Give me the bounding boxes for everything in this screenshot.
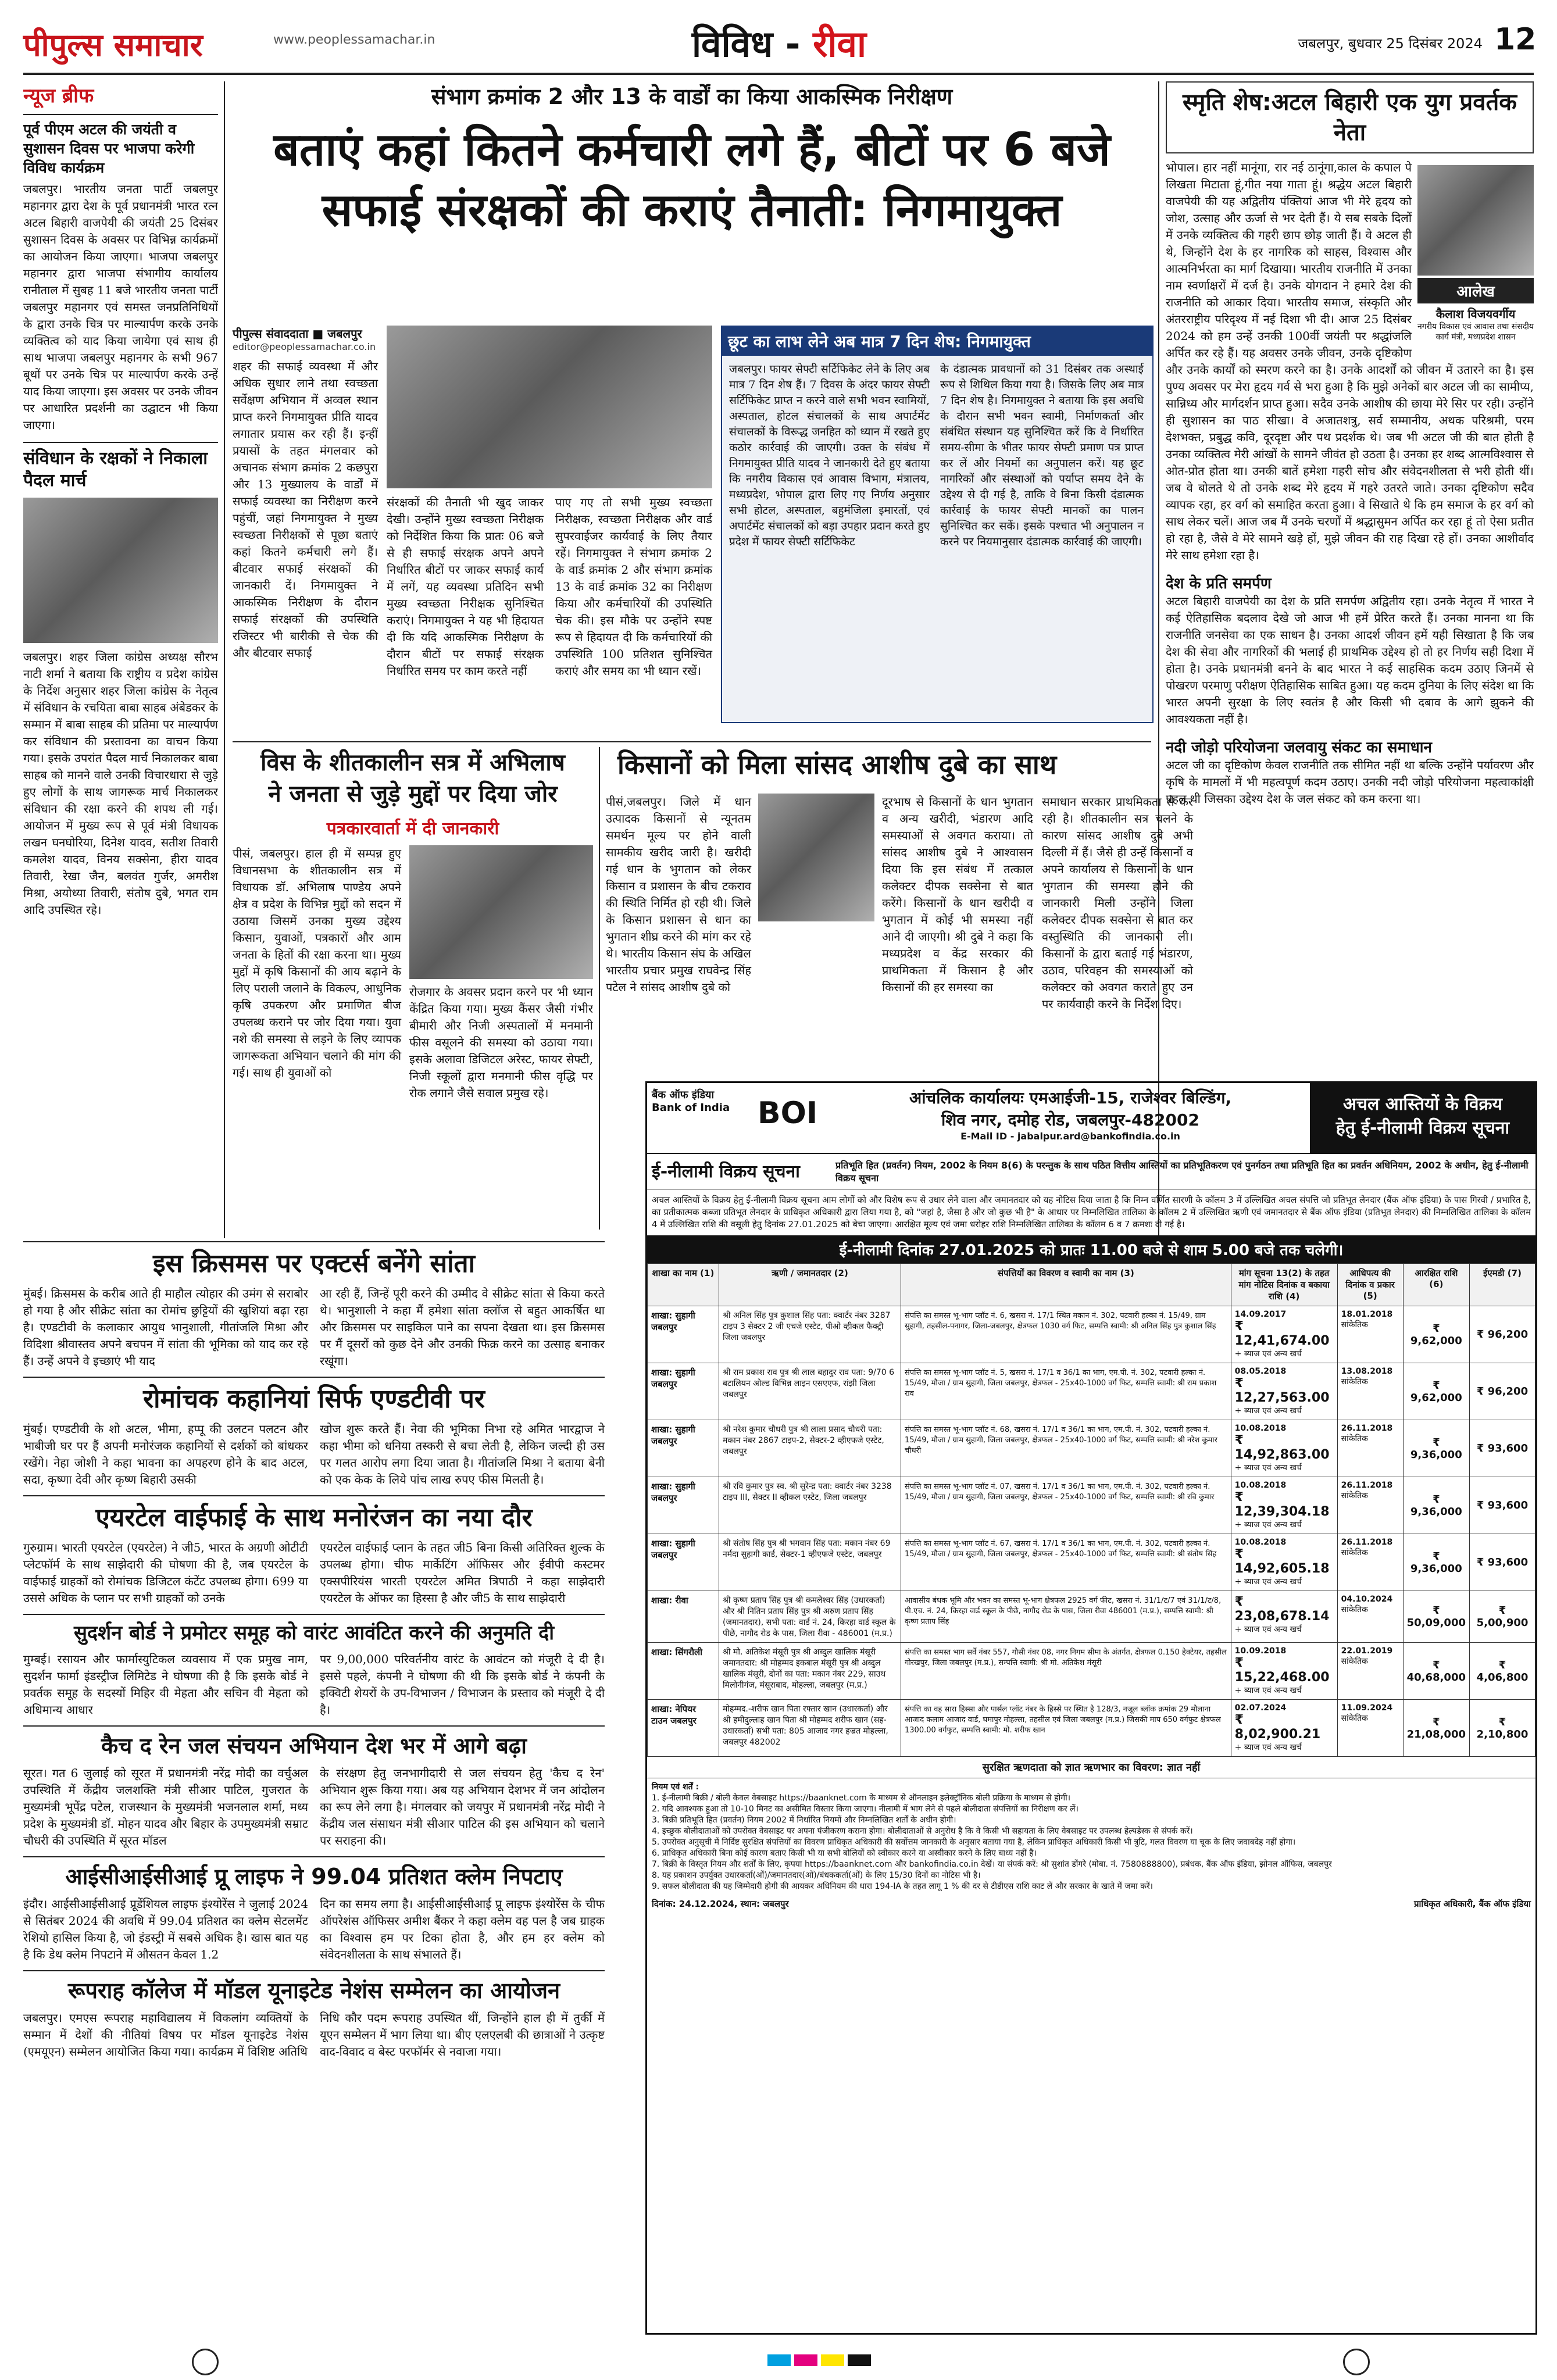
aalekh-label: आलेख <box>1417 278 1534 303</box>
possession-date: 26.11.2018 <box>1341 1538 1393 1547</box>
demand-cell <box>1231 1643 1337 1700</box>
borrower-cell: श्री अनिल सिंह पुत्र कुशाल सिंह पता: क्वार्टर नंबर 3287 टाइप 3 सेक्टर 2 जी एचजे एस्टेट, पीओ व्हीकल फैक्ट्री जिला जबलपुर <box>719 1306 901 1363</box>
icici-text: दिन का समय लगा है। आईसीआईसीआई प्रू लाइफ इंश्योरेंस के चीफ ऑपरेशंस ऑफिसर अमीश बैंकर ने कहा क्लेम वह पल है जब ग्राहक का विश्वास हम पर टिका होता है, और हम हर क्लेम को संवेदनशीलता के साथ संभालते हैं। <box>320 1897 605 1961</box>
interest-note: + ब्याज एवं अन्य खर्च <box>1234 1406 1302 1416</box>
demand-date: 14.09.2017 <box>1234 1310 1287 1319</box>
possession-type: सांकेतिक <box>1341 1320 1368 1330</box>
notice-rule: प्रतिभूति हित (प्रवर्तन) नियम, 2002 के नियम 8(6) के परन्तुक के साथ पठित वित्तीय आस्तियों का प्रतिभूतिकरण एवं पुनर्गठन तथा प्रतिभूति हित का प्रवर्तन अधिनियम, 2002 के अधीन, हेतु ई-नीलामी विक्रय सूचना <box>835 1160 1529 1184</box>
demand-date: 10.08.2018 <box>1234 1481 1287 1490</box>
masthead <box>23 17 1537 70</box>
boi-logo: BOI <box>758 1096 818 1131</box>
airtel-headline: एयरटेल वाईफाई के साथ मनोरंजन का नया दौर <box>95 1503 533 1532</box>
fire-box-title: छूट का लाभ लेने अब मात्र 7 दिन शेष: निगमायुक्त <box>722 327 1152 356</box>
demand-cell <box>1231 1591 1337 1643</box>
christmas-text: मुंबई। क्रिसमस के करीब आते ही माहौल त्योहार की उमंग से सराबोर हो गया है और सीक्रेट सांता का रोमांच छुट्टियों की खुशियां बढ़ा रहा है। एण्डटीवी के कलाकार आयुध भानुशाली, गीतांजलि मिश्रा और विदिशा श्रीवास्तव अपने बचपन में सांता की भूमिका को याद कर रहे हैं। उन्हें अपने वे इच्छाएं भी याद <box>23 1287 308 1368</box>
row-divider <box>233 741 1151 742</box>
winter-headline-2: ने जनता से जुड़े मुद्दों पर दिया जोर <box>268 781 558 807</box>
auction-notice-label: ई-नीलामी विक्रय सूचना <box>652 1162 800 1182</box>
sale-title-1: अचल आस्तियों के विक्रय <box>1343 1094 1502 1114</box>
winter-text: रोजगार के अवसर प्रदान करने पर भी ध्यान केंद्रित किया गया। मुख्य कैंसर जैसी गंभीर बीमारी और निजी अस्पतालों में मनमानी फीस वसूलने की समस्या को उठाया गया। इसके अलावा डिजिटल अरेस्ट, फायर सेफ्टी, निजी स्कूलों द्वारा मनमानी फीस वृद्धि पर रोक लगाने जैसे सवाल प्रमुख रहे। <box>409 985 593 1100</box>
demand-amount: ₹ 14,92,605.18 <box>1234 1547 1330 1576</box>
inspection-photo <box>387 326 712 488</box>
col-header: ईएमडी (7) <box>1470 1264 1535 1306</box>
interest-note: + ब्याज एवं अन्य खर्च <box>1234 1520 1302 1530</box>
possession-type: सांकेतिक <box>1341 1714 1368 1723</box>
lead-headline-2: सफाई संरक्षकों की कराएं तैनाती: निगमायुक्त <box>322 184 1062 237</box>
atal-subhead: देश के प्रति समर्पण <box>1166 575 1272 592</box>
branch-cell: शाखा: सुहागी जबलपुर <box>648 1420 719 1477</box>
demand-cell <box>1231 1420 1337 1477</box>
term-item: 8. यह प्रकाशन उपर्युक्त उधारकर्ता(ओं)/जमानतदार(ओं)/बंधककर्ता(ओं) के लिए 15/30 दिनों का नोटिस भी है। <box>652 1871 981 1880</box>
brief-item <box>23 114 218 434</box>
reserve-cell: ₹ 9,36,000 <box>1403 1420 1469 1477</box>
author-block <box>1417 165 1534 342</box>
lead-email[interactable]: editor@peoplessamachar.co.in <box>233 341 376 352</box>
boi-logo-block <box>647 1083 831 1153</box>
col-header: आरक्षित राशि (6) <box>1403 1264 1469 1306</box>
possession-type: सांकेतिक <box>1341 1491 1368 1500</box>
auction-row <box>648 1363 1535 1420</box>
demand-amount: ₹ 14,92,863.00 <box>1234 1433 1330 1462</box>
atal-subhead: नदी जोड़ो परियोजना जलवायु संकट का समाधान <box>1166 739 1432 756</box>
brief-headline: पूर्व पीएम अटल की जयंती व सुशासन दिवस पर भाजपा करेगी विविध कार्यक्रम <box>23 121 195 176</box>
borrower-cell: श्री रवि कुमार पुत्र स्व. श्री सुरेन्द्र पता: क्वार्टर नंबर 3238 टाइप III, सेक्टर II व्हीकल एस्टेट, जिला जबलपुर <box>719 1477 901 1534</box>
mp-photo <box>758 794 874 921</box>
demand-date: 10.08.2018 <box>1234 1538 1287 1547</box>
lead-text: पाए गए तो सभी मुख्य स्वच्छता निरीक्षक, स्वच्छता निरीक्षक और वार्ड सुपरवाईजर कार्यवाई के लिए तैयार रहें। निगमायुक्त ने संभाग क्रमांक 2 के वार्ड क्रमांक 2 और संभाग क्रमांक 13 के वार्ड क्रमांक 32 का निरीक्षण किया और कर्मचारियों की उपस्थिति चेक की। इस मौके पर उन्होंने स्पष्ट रूप से हिदायत दी कि कर्मचारियों की उपस्थिति 100 प्रतिशत सुनिश्चित कराएं और समय का भी ध्यान रखें। <box>555 495 712 678</box>
possession-cell <box>1337 1591 1403 1643</box>
website-link[interactable]: www.peoplessamachar.in <box>273 33 435 47</box>
reserve-cell: ₹ 21,08,000 <box>1403 1700 1469 1757</box>
office-line-1: आंचलिक कार्यालयः एमआईजी-15, राजेश्वर बिल्डिंग, <box>909 1088 1232 1107</box>
reserve-cell: ₹ 9,36,000 <box>1403 1534 1469 1591</box>
borrower-cell: श्री कृष्ण प्रताप सिंह पुत्र श्री कमलेश्वर सिंह (उधारकर्ता) और श्री नितिन प्रताप सिंह पुत्र श्री अरुण प्रताप सिंह (जमानतदार), सभी पता: वार्ड नं. 24, किरहा वार्ड स्कूल के पीछे, नागौद रोड के पास, जिला रीवा - 486001 (म.प्र.) <box>719 1591 901 1643</box>
term-item: 3. बिक्री प्रतिभूति हित (प्रवर्तन) नियम 2002 में निर्धारित नियमों और निम्नलिखित शर्तों के अधीन होगी। <box>652 1816 956 1825</box>
auction-row <box>648 1534 1535 1591</box>
possession-cell <box>1337 1363 1403 1420</box>
possession-date: 22.01.2019 <box>1341 1646 1393 1656</box>
property-cell: संपत्ति का समस्त भू-भाग प्लॉट नं. 6, खसरा नं. 17/1 स्थित मकान नं. 302, पटवारी हल्का नं. 15/49, ग्राम सुहागी, तहसील-पनागर, जिला-जबलपुर, क्षेत्रफल 1030 वर्ग फिट, सम्पत्ति स्वामी: श्री अनिल सिंह पुत्र कुशाल सिंह <box>901 1306 1231 1363</box>
emd-cell: ₹ 93,600 <box>1470 1420 1535 1477</box>
atal-intro: भोपाल। हार नहीं मानूंगा, रार नई ठानूंगा,काल के कपाल पे लिखता मिटाता हूं,गीत नया गाता हूं। श्रद्धेय अटल बिहारी वाजपेयी की यह अद्वितीय पंक्तियां आज भी मेरे हृदय को जोश, उत्साह और ऊर्जा से भर देती हैं। ये सब सबके दिलों में उनके व्यक्तित्व की गहरी छाप छोड़ जाती हैं। वे अटल ही थे, जिन्होंने देश के हर नागरिक को साहस, विश्वास और आत्मनिर्भरता का मार्ग दिखाया। भारतीय राजनीति में उनका नाम स्वर्णाक्षरों में दर्ज है। उनके योगदान ने हमारे देश की राजनीति को आकार दिया। भारतीय समाज, संस्कृति और अंतरराष्ट्रीय परिदृश्य में नई दिशा भी दी। आज 25 दिसंबर 2024 को हम उन्हें उनकी 100वीं जयंती पर श्रद्धांजलि अर्पित कर रहे हैं। यह अवसर उनके जीवन, उनके दृष्टिकोण और उनके कार्यों को स्मरण करने का है। उनके आदर्शों को जीवन में उतारने का है। इस पुण्य अवसर पर मेरा हृदय गर्व से भरा हुआ है कि मुझे अनेकों बार अटल जी का सामीप्य, सान्निध्य और मार्गदर्शन प्राप्त हुआ। सदैव उनके आशीष की छाया मेरे सिर पर रही। उन्होंने ही सुशासन का पाठ सीखा। वे अजातशत्रु, सर्व सम्मानीय, अथक परिश्रमी, परम देशभक्त, प्रबुद्ध कवि, दूरदृष्टा और पथ प्रदर्शक थे। जब भी अटल जी की बात होती है उनका व्यक्तित्व मेरी आंखों के सामने जीवंत हो उठता है। उनका हर शब्द आत्मविश्वास से ओत-प्रोत होता था। उनकी बातें हमेशा गहरी सोच और संवेदनशीलता से भरी होती थीं। जब वे बोलते थे तो उनके शब्द मेरे हृदय में गहरे उतरते जाते। उनका दृष्टिकोण सदैव व्यापक रहा, हर वर्ग को समाहित करता हुआ। वे सिखाते थे कि हम समाज के हर वर्ग को साथ लेकर चलें। आज जब मैं उनके चरणों में श्रद्धासुमन अर्पित कर रहा हूं तो ऐसा प्रतीत हो रहा है, जैसे वे मेरे सामने खड़े हों, मुझे जीवन की राह दिखा रहे हों। उनका आशीर्वाद मेरे साथ हमेशा रहा है। <box>1166 160 1534 562</box>
column-divider <box>224 81 225 1238</box>
borrower-cell: श्री राम प्रकाश राव पुत्र श्री लाल बहादुर राव पता: 9/70 6 बटालियन ओल्ड विभिन्न लाइन एसएएफ, रांझी जिला जबलपुर <box>719 1363 901 1420</box>
reserve-cell: ₹ 50,09,000 <box>1403 1591 1469 1643</box>
possession-type: सांकेतिक <box>1341 1548 1368 1557</box>
airtel-text: गुरुग्राम। भारती एयरटेल (एयरटेल) ने जी5, भारत के अग्रणी ओटीटी प्लेटफॉर्म के साथ साझेदारी की घोषणा की है, जब एयरटेल के वाईफाई ग्राहकों को रोमांचक डिजिटल कंटेंट उपलब्ध होगा। 699 या उससे अधिक के प्लान पर सभी ग्राहकों को उनके <box>23 1541 308 1605</box>
catch-rain-text: के संरक्षण हेतु जनभागीदारी से जल संचयन हेतु 'कैच द रेन' अभियान शुरू किया गया। अब यह अभियान देशभर में जन आंदोलन का रूप लेने लगा है। मंगलवार को जयपुर में प्रधानमंत्री नरेंद्र मोदी ने केंद्रीय जल संसाधन मंत्री सीआर पाटिल की इस अभियान को चलाने पर सराहना की। <box>320 1766 605 1847</box>
christmas-headline: इस क्रिसमस पर एक्टर्स बनेंगे सांता <box>152 1249 476 1278</box>
registration-mark-icon <box>192 2349 219 2375</box>
registration-mark-icon <box>1343 2349 1370 2375</box>
auction-header-row <box>648 1264 1535 1306</box>
lead-text: शहर की सफाई व्यवस्था में और अधिक सुधार लाने तथा स्वच्छता सर्वेक्षण अभियान में अव्वल स्थान प्राप्त करने निगमायुक्त प्रीति यादव लगातार प्रयास कर रही हैं। इन्हीं प्रयासों के तहत मंगलवार को अचानक संभाग क्रमांक 2 कछपुरा और 13 मुख्यालय के वार्डों में सफाई व्यवस्था का निरीक्षण करने पहुंचीं, जहां निगमायुक्त ने मुख्य स्वच्छता निरीक्षकों से पूछा बताएं कहां कितने कर्मचारी लगे हैं। बीटवार सफाई संरक्षकों की जानकारी दें। निगमायुक्त ने आकस्मिक निरीक्षण के दौरान सफाई संरक्षकों की उपस्थिति रजिस्टर भी बारीकी से चेक की और बीटवार सफाई <box>233 359 378 660</box>
airtel-story <box>23 1495 605 1607</box>
airtel-text: एयरटेल वाईफाई प्लान के तहत जी5 बिना किसी अतिरिक्त शुल्क के उपलब्ध होगा। चीफ मार्केटिंग ऑफिसर और ईवीपी कस्टमर एक्सपीरियंस भारती एयरटेल अमित त्रिपाठी ने कहा साझेदारी एयरटेल के ऑफर का हिस्सा है और जी5 के साथ साझेदारी <box>320 1541 605 1605</box>
reserve-cell: ₹ 40,68,000 <box>1403 1643 1469 1700</box>
lead-byline: पीपुल्स संवाददाता ■ जबलपुर <box>233 327 362 341</box>
col-header: मांग सूचना 13(2) के तहत मांग नोटिस दिनांक व बकाया राशि (4) <box>1231 1264 1337 1306</box>
demand-amount: ₹ 23,08,678.14 <box>1234 1595 1330 1624</box>
atal-title: स्मृति शेष:अटल बिहारी एक युग प्रवर्तक नेता <box>1166 81 1534 153</box>
winter-session-story <box>233 747 593 1235</box>
branch-cell: शाखा: सुहागी जबलपुर <box>648 1534 719 1591</box>
demand-date: 02.07.2024 <box>1234 1703 1287 1713</box>
demand-date: 10.08.2018 <box>1234 1424 1287 1433</box>
interest-note: + ब्याज एवं अन्य खर्च <box>1234 1625 1302 1634</box>
branch-cell: शाखा: सुहागी जबलपुर <box>648 1363 719 1420</box>
reserve-cell: ₹ 9,62,000 <box>1403 1306 1469 1363</box>
ruprah-headline: रूपराह कॉलेज में मॉडल यूनाइटेड नेशंस सम्मेलन का आयोजन <box>67 1978 560 2003</box>
fire-safety-box <box>721 326 1154 723</box>
term-item: 7. बिक्री के विस्तृत नियम और शर्तों के लिए, कृपया https://baanknet.com और bankofindia.co.in देखें। या संपर्क करें: श्री सुशांत डोंगरे (मोबा. नं. 7580888800), प्रबंधक, बैंक ऑफ इंडिया, झोनल ऑफिस, जबलपुर <box>652 1860 1332 1869</box>
interest-note: + ब्याज एवं अन्य खर्च <box>1234 1463 1302 1473</box>
demand-amount: ₹ 15,22,468.00 <box>1234 1656 1330 1685</box>
date-place: दिनांक: 24.12.2024, स्थान: जबलपुर <box>652 1899 789 1909</box>
possession-cell <box>1337 1477 1403 1534</box>
property-cell: संपत्ति का वह सारा हिस्सा और पार्सल प्लॉट नंबर के हिस्से पर स्थित है 128/3, नजूल ब्लॉक क्रमांक 29 मौलाना आजाद कलाम आजाद वार्ड, घमापुर मोहल्ला, तहसील एवं जिला जबलपुर (म.प्र.) जिसकी माप 650 वर्गफुट क्षेत्रफल 1300.00 वर्गफुट, सम्पत्ति स्वामी: मो. शरीफ खान <box>901 1700 1231 1757</box>
emd-cell: ₹ 2,10,800 <box>1470 1700 1535 1757</box>
terms-block <box>647 1778 1535 1896</box>
auction-row <box>648 1477 1535 1534</box>
property-cell: संपत्ति का समस्त भू-भाग प्लॉट नं. 07, खसरा नं. 17/1 व 36/1 का भाग, एम.पी. नं. 302, पटवारी हल्का नं. 15/49, मौजा / ग्राम सुहागी, जिला जबलपुर, क्षेत्रफल - 25x40-1000 वर्ग फिट, सम्पत्ति स्वामी: श्री रवि कुमार <box>901 1477 1231 1534</box>
dateline: जबलपुर, बुधवार 25 दिसंबर 2024 <box>1298 35 1483 52</box>
emd-cell: ₹ 93,600 <box>1470 1477 1535 1534</box>
emd-cell: ₹ 96,200 <box>1470 1306 1535 1363</box>
office-email[interactable]: E-Mail ID - jabalpur.ard@bankofindia.co.in <box>960 1131 1180 1142</box>
author-photo <box>1417 165 1534 276</box>
emd-cell: ₹ 5,00,900 <box>1470 1591 1535 1643</box>
auction-row <box>648 1591 1535 1643</box>
bank-name-hi: बैंक ऑफ इंडिया <box>652 1089 715 1101</box>
lead-text: संरक्षकों की तैनाती भी खुद जाकर देखी। उन्होंने मुख्य स्वच्छता निरीक्षक को निर्देशित किया कि प्रातः 06 बजे से ही सफाई संरक्षक अपने अपने निर्धारित बीटों पर जाकर सफाई कार्य में लगें, यह व्यवस्था प्रतिदिन सभी मुख्य स्वच्छता निरीक्षक सुनिश्चित कराएं। निगमायुक्त ने यह भी हिदायत दी कि यदि आकस्मिक निरीक्षण के दौरान बीटों पर सफाई संरक्षक निर्धारित समय पर काम करते नहीं <box>387 495 544 678</box>
sale-title-2: हेतु ई-नीलामी विक्रय सूचना <box>1335 1118 1510 1138</box>
interest-note: + ब्याज एवं अन्य खर्च <box>1234 1686 1302 1695</box>
branch-cell: शाखा: सुहागी जबलपुर <box>648 1306 719 1363</box>
interest-note: + ब्याज एवं अन्य खर्च <box>1234 1577 1302 1586</box>
author-name: कैलाश विजयवर्गीय <box>1435 307 1516 321</box>
possession-type: सांकेतिक <box>1341 1605 1368 1614</box>
color-bar <box>767 2354 871 2366</box>
christmas-story <box>23 1247 605 1370</box>
brief-headline: संविधान के रक्षकों ने निकाला पैदल मार्च <box>23 448 208 491</box>
possession-type: सांकेतिक <box>1341 1377 1368 1386</box>
brief-text: जबलपुर। शहर जिला कांग्रेस अध्यक्ष सौरभ नाटी शर्मा ने बताया कि राष्ट्रीय व प्रदेश कांग्रेस के निर्देश अनुसार शहर जिला कांग्रेस के नेतृत्व में संविधान के रचयिता बाबा साहब अंबेडकर के सम्मान में बाबा साहब की प्रतिमा पर माल्यार्पण कर संविधान की प्रस्तावना का वाचन किया गया। इसके उपरांत पैदल मार्च निकालकर बाबा साहब को मानने वाले उनकी विचारधारा से जुड़े हुए लोगों के साथ जागरूक मार्च निकालकर संविधान की रक्षा करने की शपथ ली गई। आयोजन में मुख्य रूप से पूर्व मंत्री विधायक लखन घनघोरिया, दिनेश यादव, सतीश तिवारी कमलेश यादव, विनय सक्सेना, हीरा यादव तिवारी, रेखा जैन, बलवंत गुर्जर, अमरीश मिश्रा, अयोध्या तिवारी, संतोष दुबे, भगत राम आदि उपस्थित रहे। <box>23 650 218 917</box>
ruprah-text: निधि कौर पदम रूपराह उपस्थित थीं, जिन्होंने हाल ही में तुर्की में यूएन सम्मेलन में भाग लिया था। बीए एलएलबी की छात्राओं ने उत्कृष्ट वाद-विवाद व बेस्ट परफॉर्मर से नवाजा गया। <box>320 2011 605 2059</box>
sale-notice-title <box>1310 1083 1535 1153</box>
col-header: ऋणी / जमानतदार (2) <box>719 1264 901 1306</box>
bank-name-en: Bank of India <box>652 1102 730 1114</box>
boi-auction-ad <box>645 1081 1537 2335</box>
fire-box-text: जबलपुर। फायर सेफ्टी सर्टिफिकेट लेने के लिए अब मात्र 7 दिन शेष हैं। 7 दिवस के अंदर फायर सेफ्टी सर्टिफिकेट प्राप्त न करने वाले सभी भवन स्वामियों, अस्पताल, होटल संचालकों के साथ अपार्टमेंट संचालकों के विरूद्ध जनहित को ध्यान में रखते हुए कठोर कार्रवाई की जाएगी। उक्त के संबंध में निगमायुक्त प्रीति यादव ने जानकारी देते हुए बताया कि नगरीय विकास एवं आवास विभाग, मंत्रालय, मध्यप्रदेश, भोपाल द्वारा लिए गए निर्णय अनुसार सभी होटल, अस्पताल, बहुमंजिला इमारतों, एवं अपार्टमेंट संचालकों को बड़ा उपहार प्रदान करते हुए प्रदेश में फायर सेफ्टी सर्टिफिकेट <box>729 363 930 548</box>
property-cell: संपत्ति का समस्त भू-भाग प्लॉट नं. 67, खसरा नं. 17/1 व 36/1 का भाग, एम.पी. नं. 302, पटवारी हल्का नं. 15/49, मौजा / ग्राम सुहागी, जिला जबलपुर, क्षेत्रफल - 25x40-1000 वर्ग फिट, सम्पत्ति स्वामी: श्री संतोष सिंह <box>901 1534 1231 1591</box>
emd-cell: ₹ 4,06,800 <box>1470 1643 1535 1700</box>
property-cell: संपत्ति का समस्त भाग सर्वे नंबर 557, गौसी नंबर 08, नगर निगम सीमा के अंतर्गत, क्षेत्रफल 0.150 हेक्टेयर, तहसील गोरखपुर, जिला जबलपुर (म.प्र.), सम्पत्ति स्वामी: श्री मो. अतिकेश मंसूरी <box>901 1643 1231 1700</box>
sudarshan-text: मुम्बई। रसायन और फार्मास्युटिकल व्यवसाय में एक प्रमुख नाम, सुदर्शन फार्मा इंडस्ट्रीज लिमिटेड ने घोषणा की है कि इसके बोर्ड ने प्रवर्तक समूह के सदस्यों मिहिर वी मेहता और सचिन वी मेहता को अधिमान्य आधार <box>23 1652 308 1717</box>
catch-rain-story <box>23 1725 605 1849</box>
auction-row <box>648 1643 1535 1700</box>
term-item: 5. उपरोक्त अनुसूची में निर्दिष्ट सुरक्षित संपत्तियों का विवरण प्राधिकृत अधिकारी की सर्वोत्तम जानकारी के अनुसार बताया गया है, लेकिन प्राधिकृत अधिकारी किसी भी त्रुटि, गलत विवरण या चूक के लिए जवाबदेह नहीं होगा। <box>652 1838 1296 1847</box>
office-address <box>831 1083 1310 1153</box>
property-cell: आवासीय बंधक भूमि और भवन का समस्त भू-भाग क्षेत्रफल 2925 वर्ग फीट, खसरा नं. 31/1/ट/7 एवं 31/1/ट/8, पी.एच. नं. 24, किरहा वार्ड स्कूल के पीछे, नागौद रोड के पास, जिला रीवा 486001 (म.प्र.), सम्पत्ति स्वामी: श्री कृष्ण प्रताप सिंह <box>901 1591 1231 1643</box>
borrower-cell: श्री मो. अतिकेश मंसूरी पुत्र श्री अब्दुल खालिक मंसूरी जमानतदार: श्री मोहम्मद इकबाल मंसूरी पुत्र श्री अब्दुल खालिक मंसूरी, दोनों का पता: मकान नंबर 229, साउथ मिलोनीगंज, मंसूराबाद, मोहल्ला, जबलपुर (म.प्र.) <box>719 1643 901 1700</box>
reserve-cell: ₹ 9,36,000 <box>1403 1477 1469 1534</box>
news-brief-label: न्यूज ब्रीफ <box>23 84 94 108</box>
possession-date: 04.10.2024 <box>1341 1595 1393 1604</box>
emd-cell: ₹ 93,600 <box>1470 1534 1535 1591</box>
possession-cell <box>1337 1420 1403 1477</box>
march-photo <box>23 498 218 643</box>
demand-cell <box>1231 1700 1337 1757</box>
demand-amount: ₹ 12,41,674.00 <box>1234 1319 1330 1348</box>
lower-left-stories <box>23 1247 605 2352</box>
possession-date: 18.01.2018 <box>1341 1310 1393 1319</box>
reserve-cell: ₹ 9,62,000 <box>1403 1363 1469 1420</box>
brief-item <box>23 442 218 919</box>
boi-header <box>647 1083 1535 1154</box>
andtv-headline: रोमांचक कहानियां सिर्फ एण्डटीवी पर <box>143 1384 485 1414</box>
lead-headline-1: बताएं कहां कितने कर्मचारी लगे हैं, बीटों पर 6 बजे <box>273 124 1110 176</box>
emd-cell: ₹ 96,200 <box>1470 1363 1535 1420</box>
sudarshan-text: पर 9,00,000 परिवर्तनीय वारंट के आवंटन को मंजूरी दे दी है। इससे पहले, कंपनी ने घोषणा की थी कि इसके बोर्ड ने कंपनी के इक्विटी शेयरों के उप-विभाजन / विभाजन के प्रस्ताव को मंजूरी दे दी है। <box>320 1652 605 1717</box>
auction-date-line: ई-नीलामी दिनांक 27.01.2025 को प्रातः 11.00 बजे से शाम 5.00 बजे तक चलेगी। <box>647 1235 1535 1263</box>
interest-note: + ब्याज एवं अन्य खर्च <box>1234 1743 1302 1752</box>
possession-cell <box>1337 1534 1403 1591</box>
press-conference-photo <box>409 845 593 979</box>
auction-row <box>648 1306 1535 1363</box>
lead-kicker: संभाग क्रमांक 2 और 13 के वार्डों का किया आकस्मिक निरीक्षण <box>431 84 953 109</box>
demand-cell <box>1231 1306 1337 1363</box>
demand-cell <box>1231 1534 1337 1591</box>
winter-subhead: पत्रकारवार्ता में दी जानकारी <box>326 819 499 839</box>
term-item: 9. सफल बोलीदाता की यह जिम्मेदारी होगी की आयकर अधिनियम की धारा 194-IA के तहत लागू 1 % की दर से टीडीएस राशि काट लें और सरकार के खाते में जमा करें। <box>652 1882 1153 1891</box>
possession-date: 26.11.2018 <box>1341 1424 1393 1433</box>
row-divider <box>23 1241 605 1242</box>
property-cell: संपत्ति का समस्त भू-भाग प्लॉट नं. 68, खसरा नं. 17/1 व 36/1 का भाग, एम.पी. नं. 302, पटवारी हल्का नं. 15/49, मौजा / ग्राम सुहागी, जिला जबलपुर, क्षेत्रफल - 25x40-1000 वर्ग फिट, सम्पत्ति स्वामी: श्री नरेश कुमार चौधरी <box>901 1420 1231 1477</box>
property-cell: संपत्ति का समस्त भू-भाग प्लॉट नं. 5, खसरा नं. 17/1 व 36/1 का भाग, एम.पी. नं. 302, पटवारी हल्का नं. 15/49, मौजा / ग्राम सुहागी, जिला जबलपुर, क्षेत्रफल - 25x40-1000 वर्ग फिट, सम्पत्ति स्वामी: श्री राम प्रकाश राव <box>901 1363 1231 1420</box>
brief-text: जबलपुर। भारतीय जनता पार्टी जबलपुर महानगर द्वारा देश के पूर्व प्रधानमंत्री भारत रत्न अटल बिहारी वाजपेयी की जयंती 25 दिसंबर सुशासन दिवस के अवसर पर विभिन्न कार्यक्रमों का आयोजन किया जाएगा। भाजपा जबलपुर महानगर द्वारा भाजपा संभागीय कार्यालय रानीताल में सुबह 11 बजे भारतीय जनता पार्टी जबलपुर महानगर एवं समस्त जनप्रतिनिधियों के द्वारा उनके चित्र पर माल्यार्पण करके उनके व्यक्तित्व को याद किया जायेगा एवं साथ ही साथ भाजपा जबलपुर महानगर के सभी 967 बूथों पर उनके चित्र पर माल्यार्पण करके उन्हें याद किया जाएगा। इस अवसर पर उनके जीवन पर आधारित प्रदर्शनी का उद्घाटन भी किया जाएगा। <box>23 182 218 432</box>
borrower-cell: श्री संतोष सिंह पुत्र श्री भगवान सिंह पता: मकान नंबर 69 नर्मदा सुहागी कार्ड, सेक्टर-1 व्हीएफजे एस्टेट, जबलपुर <box>719 1534 901 1591</box>
farmers-story <box>606 747 1534 1073</box>
atal-text: अटल बिहारी वाजपेयी का देश के प्रति समर्पण अद्वितीय रहा। उनके नेतृत्व में भारत ने कई ऐतिहासिक बदलाव देखे जो आज भी हमें प्रेरित करते हैं। उनका मानना था कि राजनीति जनसेवा का एक साधन है। उनका आदर्श जीवन हमें यही सिखाता है कि जब देश की सेवा और नागरिकों की भलाई ही प्राथमिक उद्देश्य हो तो हर निर्णय सही दिशा में होता है। उनके प्रधानमंत्री बनने के बाद भारत ने कई साहसिक कदम उठाए जिनमें से पोखरण परमाणु परीक्षण ऐतिहासिक साबित हुआ। यह कदम दुनिया के लिए संदेश था कि भारत अपनी सुरक्षा के लिए स्वतंत्र है और किसी भी दबाव के आगे झुकने की आवश्यकता नहीं है। <box>1166 594 1534 726</box>
possession-date: 13.08.2018 <box>1341 1367 1393 1376</box>
catch-rain-text: सूरत। गत 6 जुलाई को सूरत में प्रधानमंत्री नरेंद्र मोदी का वर्चुअल उपस्थिति में केंद्रीय जलशक्ति मंत्री सीआर पाटिल, गुजरात के मुख्यमंत्री भूपेंद्र पटेल, राजस्थान के मुख्यमंत्री भजनलाल शर्मा, मध्य प्रदेश के मुख्यमंत्री डॉ. मोहन यादव और बिहार के उपमुख्यमंत्री सम्राट चौधरी की उपस्थिति में सूरत मॉडल <box>23 1766 308 1847</box>
possession-type: सांकेतिक <box>1341 1657 1368 1666</box>
borrower-cell: श्री नरेश कुमार चौधरी पुत्र श्री लाला प्रसाद चौधरी पता: मकान नंबर 2867 टाइप-2, सेक्टर-2 व्हीएफजे एस्टेट, जबलपुर <box>719 1420 901 1477</box>
farmers-text: दूरभाष से किसानों के धान भुगतान व अन्य खरीदी, भंडारण आदि समस्याओं से अवगत कराया। तो सांसद आशीष दुबे ने आश्वासन दिया कि इस संबंध में तत्काल कलेक्टर दीपक सक्सेना से बात करेंगे। किसानों के धान खरीदी व भुगतान में कोई भी समस्या नहीं आने दी जाएगी। श्री दुबे ने कहा कि मध्यप्रदेश व केंद्र सरकार की प्राथमिकता में किसान है और किसानों की हर समस्या का <box>882 795 1033 994</box>
lead-story-body <box>233 326 1151 732</box>
page-number: 12 <box>1494 22 1537 57</box>
ad-footer <box>647 1896 1535 1912</box>
demand-amount: ₹ 8,02,900.21 <box>1234 1713 1321 1742</box>
notice-intro: अचल आस्तियों के विक्रय हेतु ई-नीलामी विक्रय सूचना आम लोगों को और विशेष रूप से उधार लेने वाला और जमानतदार को यह नोटिस दिया जाता है कि निम्न वर्णित सारणी के कॉलम 3 में उल्लिखित अचल संपत्ति जो प्रतिभूत लेनदार (बैंक ऑफ इंडिया) के पास गिरवी / प्रभारित है, का प्रतीकात्मक कब्जा प्रतिभूत लेनदार के प्राधिकृत अधिकारी द्वारा लिया गया है, को "जहां है, जैसा है और जो कुछ भी है" के आधार पर निम्नलिखित तालिका के कॉलम 2 में उल्लिखित ऋणी एवं जमानतदार से बैंक ऑफ इंडिया (प्रतिभूत लेनदार) की निम्नलिखित तालिका के कॉलम 4 में उल्लिखित राशि की वसूली हेतु दिनांक 27.01.2025 को बेचा जाएगा। आरक्षित मूल्य एवं जमा धरोहर राशि निम्नलिखित तालिका के कॉलम 6 व 7 क्रमशः दी गई है। <box>652 1195 1531 1230</box>
col-header: संपत्तियों का विवरण व स्वामी का नाम (3) <box>901 1264 1231 1306</box>
interest-note: + ब्याज एवं अन्य खर्च <box>1234 1349 1302 1359</box>
signatory: प्राधिकृत अधिकारी, बैंक ऑफ इंडिया <box>1413 1899 1531 1909</box>
andtv-text: खोज शुरू करते हैं। नेवा की भूमिका निभा रहे अमित भारद्वाज ने कहा भीमा को धनिया तस्करी से बचा लेती है, लेकिन जल्दी ही उस पर गलत आरोप लगा दिया जाता है। गीतांजलि मिश्रा ने बताया बेनी को एक केक के लिये पांच लाख रुपए फीस मिलती है। <box>320 1422 605 1486</box>
demand-cell <box>1231 1363 1337 1420</box>
possession-date: 11.09.2024 <box>1341 1703 1393 1713</box>
catch-rain-headline: कैच द रेन जल संचयन अभियान देश भर में आगे बढ़ा <box>101 1733 527 1759</box>
demand-amount: ₹ 12,27,563.00 <box>1234 1376 1330 1405</box>
sudarshan-headline: सुदर्शन बोर्ड ने प्रमोटर समूह को वारंट आवंटित करने की अनुमति दी <box>73 1621 555 1645</box>
section-title: विविध - रीवा <box>692 23 867 65</box>
masthead-rule <box>23 73 1534 75</box>
andtv-text: मुंबई। एण्डटीवी के शो अटल, भीमा, हप्पू की उलटन पलटन और भाबीजी घर पर हैं अपनी मनोरंजक कहानियों से दर्शकों को बांधकर रखेंगे। नेहा जोशी ने कहा भावना का अपहरण होने के बाद अटल, सदा, कृष्णा देवी और कृष्ण बिहारी उसकी <box>23 1422 308 1486</box>
demand-date: 08.05.2018 <box>1234 1367 1287 1376</box>
col-header: शाखा का नाम (1) <box>648 1264 719 1306</box>
atal-text: अटल जी का दृष्टिकोण केवल राजनीति तक सीमित नहीं था बल्कि उन्होंने पर्यावरण और कृषि के मामलों में भी महत्वपूर्ण कदम उठाए। उनकी नदी जोड़ो परियोजना महत्वाकांक्षी पहल थी जिसका उद्देश्य देश के जल संकट को कम करना था। <box>1166 758 1534 806</box>
ruprah-text: जबलपुर। एमएस रूपराह महाविद्यालय में विकलांग व्यक्तियों के सम्मान में देशों की नीतियां विषय पर मॉडल यूनाइटेड नेशंस (एमयूएन) सम्मेलन आयोजित किया गया। कार्यक्रम में विशिष्ट अतिथि <box>23 2011 308 2059</box>
term-item: 4. इच्छुक बोलीदाताओं को उपरोक्त वेबसाइट पर अपना पंजीकरण कराना होगा। बोलीदाताओं से अनुरोध है कि वे किसी भी सहायता के लिए वेबसाइट पर उपलब्ध हेल्पडेस्क से संपर्क करें। <box>652 1827 1193 1836</box>
col-header: आधिपत्य की दिनांक व प्रकार (5) <box>1337 1264 1403 1306</box>
branch-cell: शाखा: सिंगरौली <box>648 1643 719 1700</box>
possession-cell <box>1337 1306 1403 1363</box>
encumbrance-line: सुरक्षित ऋणदाता को ज्ञात ऋणभार का विवरण: ज्ञात नहीं <box>647 1757 1535 1778</box>
sudarshan-story <box>23 1614 605 1718</box>
term-item: 2. यदि आवश्यक हुआ तो 10-10 मिनट का असीमित विस्तार किया जाएगा। नीलामी में भाग लेने से पहले बोलीदाता संपत्तियों का निरीक्षण कर लें। <box>652 1804 1079 1814</box>
term-item: 1. ई-नीलामी बिक्री / बोली केवल वेबसाइट https://baanknet.com के माध्यम से ऑनलाइन इलेक्ट्रॉनिक बोली प्रक्रिया के माध्यम से होगी। <box>652 1793 1071 1803</box>
column-divider <box>599 747 600 1230</box>
demand-amount: ₹ 12,39,304.18 <box>1234 1490 1330 1519</box>
demand-cell <box>1231 1477 1337 1534</box>
possession-type: सांकेतिक <box>1341 1434 1368 1443</box>
demand-date: 10.09.2018 <box>1234 1646 1287 1656</box>
news-brief-column <box>23 81 218 1244</box>
possession-cell <box>1337 1643 1403 1700</box>
office-line-2: शिव नगर, दमोह रोड, जबलपुर-482002 <box>941 1110 1199 1130</box>
christmas-text: आ रही हैं, जिन्हें पूरी करने की उम्मीद वे सीक्रेट सांता से किया करते थे। भानुशाली ने कहा मैं हमेशा सांता क्लॉज से बहुत आकर्षित था और क्रिसमस पर साइकिल पाने का सपना देखता था। इस क्रिसमस पर मैं दूसरों को कुछ देने और उनकी फिक्र करने का उत्साह बनाकर रखूंगा। <box>320 1287 605 1368</box>
winter-text: पीसं, जबलपुर। हाल ही में सम्पन्न हुए विधानसभा के शीतकालीन सत्र में विधायक डॉ. अभिलाष पाण्डेय अपने क्षेत्र व प्रदेश के विभिन्न मुद्दों को सदन में उठाया जिसमें उनका मुख्य उद्देश्य किसान, युवाओं, पत्रकारों और आम जनता के हितों की रक्षा करना था। मुख्य मुद्दों में कृषि किसानों की आय बढ़ाने के लिए पराली जलाने के विकल्प, आधुनिक कृषि उपकरण और प्रमाणित बीज उपलब्ध कराने पर जोर दिया गया। युवा नशे की समस्या से लड़ने के लिए व्यापक जागरूकता अभियान चलाने की मांग की गई। साथ ही युवाओं को <box>233 846 401 1080</box>
borrower-cell: मोहम्मद.-शरीफ खान पिता रफ्तार खान (उधारकर्ता) और श्री हमीदुल्लाह खान पिता श्री मोहम्मद शरीफ खान (सह-उधारकर्ता) सभी पता: 805 आजाद नगर हज्रत मोहल्ला, जबलपुर 482002 <box>719 1700 901 1757</box>
auction-row <box>648 1420 1535 1477</box>
masthead-logo: पीपुल्स समाचार <box>23 27 203 63</box>
auction-table <box>647 1263 1535 1757</box>
notice-rule-row <box>647 1154 1535 1189</box>
lead-col-1 <box>233 326 378 662</box>
icici-story <box>23 1856 605 1963</box>
branch-cell: शाखा: सुहागी जबलपुर <box>648 1477 719 1534</box>
farmers-headline: किसानों को मिला सांसद आशीष दुबे का साथ <box>617 749 1057 780</box>
winter-headline-1: विस के शीतकालीन सत्र में अभिलाष <box>260 749 565 776</box>
author-role: नगरीय विकास एवं आवास तथा संसदीय कार्य मंत्री, मध्यप्रदेश शासन <box>1417 322 1534 342</box>
farmers-text: समाधान सरकार प्राथमिकता से कर रही है। शीतकालीन सत्र चलने के कारण सांसद आशीष दुबे अभी दिल्ली में हैं। जैसे ही उन्हें किसानों व अपने कार्यालय से किसानों के धान भुगतान की समस्या होने की जानकारी मिली उन्होंने जिला कलेक्टर दीपक सक्सेना से बात कर वस्तुस्थिति की जानकारी ली। किसानों के द्वारा बताई गई भंडारण, उठाव, परिवहन की समस्याओं को कलेक्टर को अवगत कराते हुए उन पर कार्यवाही करने के निर्देश दिए। <box>1042 795 1193 1011</box>
icici-headline: आईसीआईसीआई प्रू लाइफ ने 99.04 प्रतिशत क्लेम निपटाए <box>65 1864 563 1889</box>
branch-cell: शाखा: रीवा <box>648 1591 719 1643</box>
possession-cell <box>1337 1700 1403 1757</box>
branch-cell: शाखा: नेपियर टाउन जबलपुर <box>648 1700 719 1757</box>
terms-title: नियम एवं शर्तें : <box>652 1782 699 1792</box>
andtv-story <box>23 1377 605 1488</box>
ruprah-story <box>23 1970 605 2060</box>
fire-box-text: के दंडात्मक प्रावधानों को 31 दिसंबर तक अस्थाई रूप से शिथिल किया गया है। जिसके लिए अब मात्र 7 दिन शेष है। निगमायुक्त ने बताया कि इस अवधि के दौरान सभी भवन स्वामी, निर्माणकर्ता और संबंधित संस्थान यह सुनिश्चित करें कि वे निर्धारित समय-सीमा के भीतर फायर सेफ्टी प्रमाण पत्र प्राप्त कर लें और नियमों का अनुपालन करें। यह छूट नागरिकों और संस्थाओं को पर्याप्त समय देने के उद्देश्य से दी गई है, ताकि वे बिना किसी दंडात्मक कार्रवाई के फायर सेफ्टी मानकों का पालन सुनिश्चित कर सकें। इसके पश्चात भी अनुपालन न करने पर नियमानुसार दंडात्मक कार्रवाई की जाएगी। <box>940 363 1144 548</box>
farmers-text: पीसं,जबलपुर। जिले में धान उत्पादक किसानों से न्यूनतम समर्थन मूल्य पर होने वाली सामकीय खरीद जारी है। खरीदी गई धान के भुगतान को लेकर किसान व प्रशासन के बीच टकराव की स्थिति निर्मित हो रही थी। जिले के किसान प्रशासन से धान का भुगतान शीघ्र करने की मांग कर रहे थे। भारतीय किसान संघ के अखिल भारतीय प्रचार प्रमुख राघवेन्द्र सिंह पटेल ने सांसद आशीष दुबे को <box>606 795 751 994</box>
icici-text: इंदौर। आईसीआईसीआई प्रूडेंशियल लाइफ इंश्योरेंस ने जुलाई 2024 से सितंबर 2024 की अवधि में 99.04 प्रतिशत का क्लेम सेटलमेंट रेशियो हासिल किया है, जो इंडस्ट्री में सबसे अधिक है। खास बात यह है कि डेथ क्लेम निपटाने में औसतन केवल 1.2 <box>23 1897 308 1961</box>
auction-row <box>648 1700 1535 1757</box>
possession-date: 26.11.2018 <box>1341 1481 1393 1490</box>
term-item: 6. प्राधिकृत अधिकारी बिना कोई कारण बताए किसी भी या सभी बोलियों को स्वीकार करने या अस्वीकार करने के लिए बाध्य नहीं है। <box>652 1849 1037 1858</box>
